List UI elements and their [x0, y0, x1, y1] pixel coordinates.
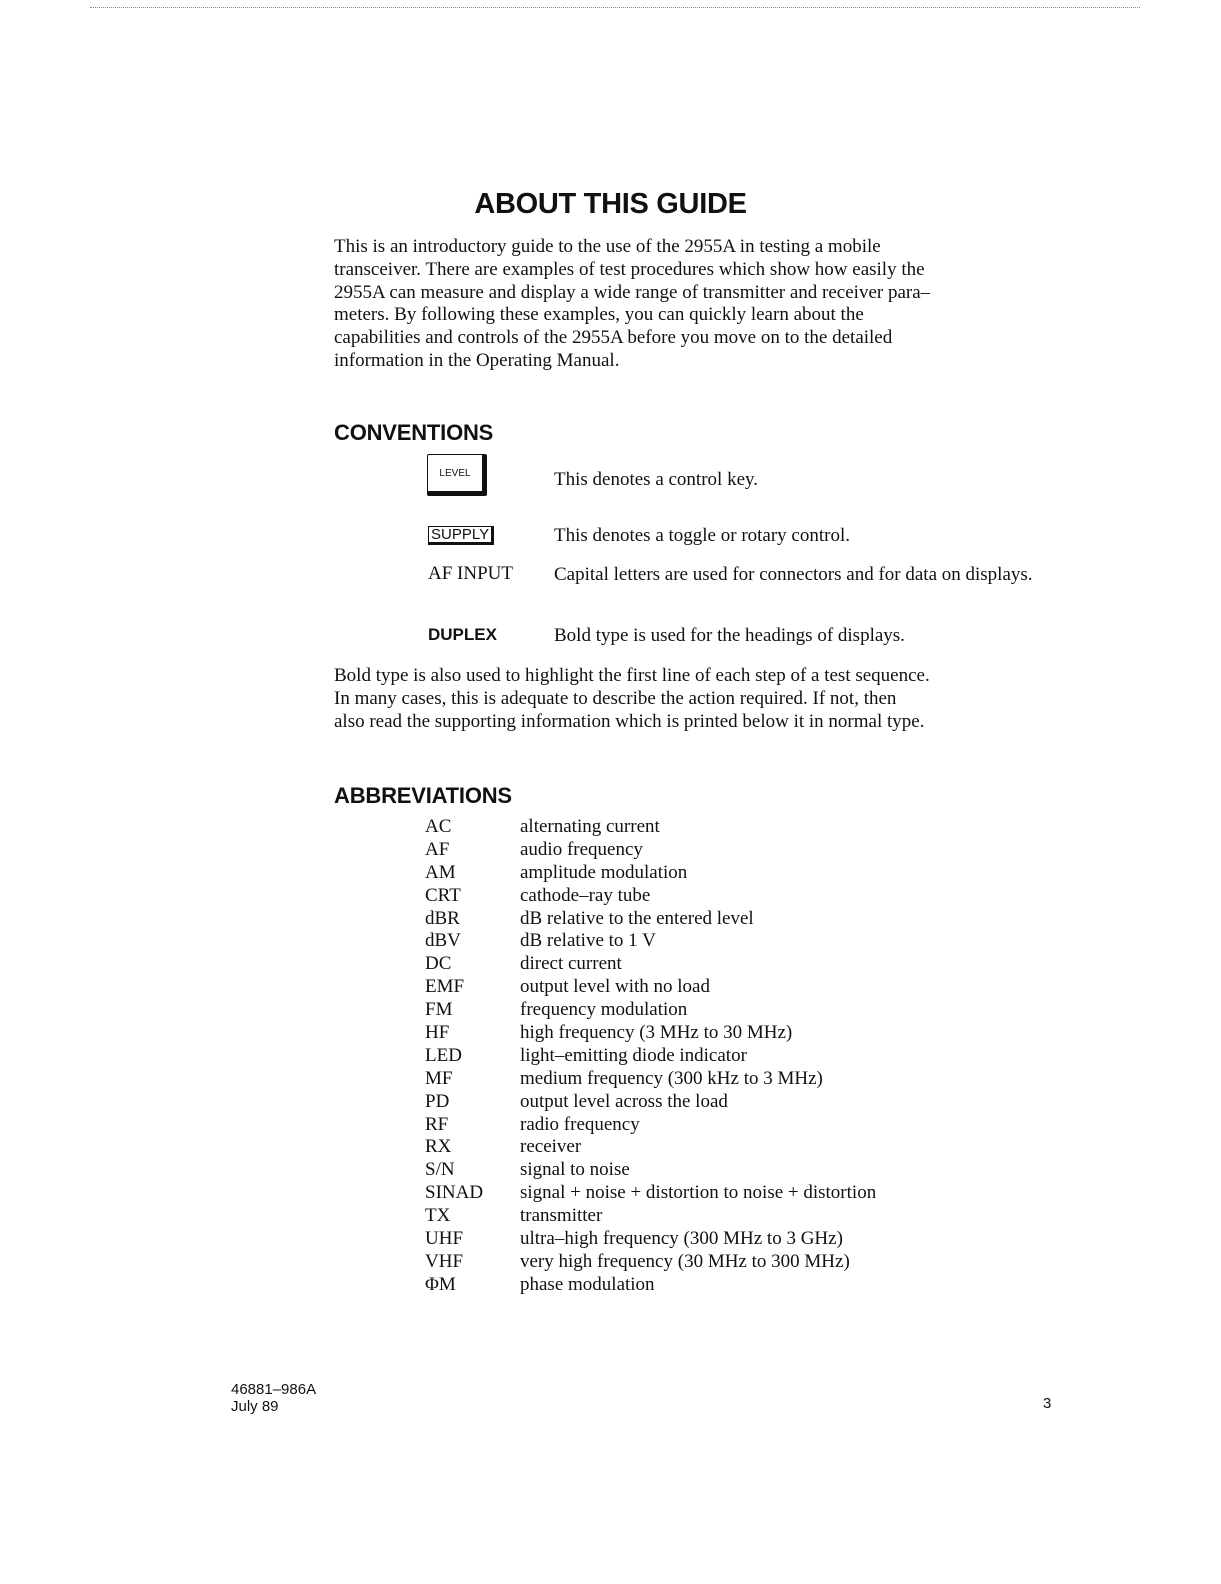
note-line: also read the supporting information which is printed below it in normal type.	[334, 710, 925, 732]
convention-description: This denotes a toggle or rotary control.	[554, 525, 851, 546]
abbreviation-row	[425, 976, 1025, 999]
abbreviation-code: DC	[425, 953, 452, 975]
supply-key-symbol: SUPPLY	[428, 526, 494, 545]
abbreviation-row	[425, 1228, 1025, 1251]
note-line: In many cases, this is adequate to describe the action required. If not, then	[334, 687, 897, 709]
abbreviation-meaning: output level with no load	[520, 976, 710, 998]
abbreviation-code: S/N	[425, 1159, 455, 1181]
intro-paragraph	[334, 236, 1064, 373]
abbreviation-code: CRT	[425, 884, 461, 906]
intro-line: 2955A can measure and display a wide range of transmitter and receiver para–	[334, 281, 931, 303]
abbreviation-code: AF	[425, 838, 450, 860]
abbreviation-meaning: medium frequency (300 kHz to 3 MHz)	[520, 1067, 823, 1089]
intro-line: This is an introductory guide to the use of the 2955A in testing a mobile	[334, 236, 881, 257]
abbreviation-row	[425, 953, 1025, 976]
abbreviation-row	[425, 1159, 1025, 1182]
abbreviation-row	[425, 1091, 1025, 1114]
abbreviation-row	[425, 1182, 1025, 1205]
abbreviations-heading: ABBREVIATIONS	[334, 783, 512, 808]
convention-description: Capital letters are used for connectors and for data on displays.	[554, 564, 1033, 585]
abbreviation-row	[425, 1114, 1025, 1137]
abbreviation-row	[425, 1022, 1025, 1045]
abbreviation-meaning: transmitter	[520, 1205, 603, 1227]
abbreviation-meaning: radio frequency	[520, 1113, 640, 1135]
abbreviation-meaning: phase modulation	[520, 1273, 655, 1295]
page-title: ABOUT THIS GUIDE	[474, 188, 747, 220]
conventions-note	[334, 665, 1064, 733]
abbreviation-code: EMF	[425, 976, 465, 998]
convention-description: Bold type is used for the headings of displays.	[554, 625, 905, 646]
abbreviation-code: UHF	[425, 1228, 464, 1250]
abbreviation-meaning: very high frequency (30 MHz to 300 MHz)	[520, 1250, 850, 1272]
document-code: 46881–986A	[231, 1381, 317, 1398]
intro-line: capabilities and controls of the 2955A before you move on to the detailed	[334, 327, 893, 349]
level-key-symbol: LEVEL	[427, 454, 487, 496]
abbreviation-code: AC	[425, 816, 452, 837]
abbreviation-row	[425, 1274, 1025, 1297]
abbreviation-row	[425, 1251, 1025, 1274]
abbreviation-code: PD	[425, 1090, 450, 1112]
note-line: Bold type is also used to highlight the first line of each step of a test sequence.	[334, 665, 930, 686]
abbreviation-row	[425, 1136, 1025, 1159]
abbreviation-row	[425, 1068, 1025, 1091]
abbreviation-code: MF	[425, 1067, 453, 1089]
abbreviation-meaning: signal to noise	[520, 1159, 630, 1181]
abbreviation-meaning: direct current	[520, 953, 622, 975]
abbreviation-code: RF	[425, 1113, 449, 1135]
abbreviation-code: AM	[425, 861, 456, 883]
convention-description: This denotes a control key.	[554, 469, 759, 490]
document-date: July 89	[231, 1398, 279, 1415]
abbreviation-code: dBV	[425, 930, 461, 952]
abbreviation-meaning: dB relative to the entered level	[520, 907, 754, 929]
abbreviation-meaning: signal + noise + distortion to noise + distortion	[520, 1182, 877, 1204]
abbreviation-meaning: cathode–ray tube	[520, 884, 651, 906]
abbreviation-row	[425, 1205, 1025, 1228]
abbreviation-code: LED	[425, 1044, 462, 1066]
abbreviation-meaning: high frequency (3 MHz to 30 MHz)	[520, 1022, 793, 1044]
abbreviation-row	[425, 862, 1025, 885]
abbreviation-row	[425, 816, 1025, 839]
page-number: 3	[1043, 1395, 1052, 1412]
abbreviation-row	[425, 930, 1025, 953]
abbreviation-meaning: ultra–high frequency (300 MHz to 3 GHz)	[520, 1228, 843, 1250]
abbreviation-code: SINAD	[425, 1182, 484, 1204]
abbreviation-row	[425, 839, 1025, 862]
abbreviation-meaning: alternating current	[520, 816, 660, 837]
conventions-heading: CONVENTIONS	[334, 420, 494, 445]
abbreviation-meaning: amplitude modulation	[520, 861, 688, 883]
abbreviation-code: VHF	[425, 1250, 464, 1272]
intro-line: meters. By following these examples, you can quickly learn about the	[334, 304, 864, 326]
abbreviations-list	[425, 816, 1025, 1297]
abbreviation-meaning: frequency modulation	[520, 999, 688, 1021]
abbreviation-row	[425, 1045, 1025, 1068]
abbreviation-code: HF	[425, 1022, 450, 1044]
duplex-symbol: DUPLEX	[428, 625, 497, 644]
abbreviation-meaning: dB relative to 1 V	[520, 930, 656, 952]
abbreviation-meaning: audio frequency	[520, 838, 643, 860]
abbreviation-code: FM	[425, 999, 453, 1021]
abbreviation-code: dBR	[425, 907, 460, 929]
af-input-symbol: AF INPUT	[428, 563, 513, 584]
top-dotted-rule	[90, 7, 1140, 8]
abbreviation-code: ΦM	[425, 1273, 456, 1295]
abbreviation-code: TX	[425, 1205, 451, 1227]
intro-line: transceiver. There are examples of test procedures which show how easily the	[334, 258, 925, 280]
abbreviation-meaning: receiver	[520, 1136, 582, 1158]
abbreviation-meaning: light–emitting diode indicator	[520, 1044, 747, 1066]
abbreviation-row	[425, 885, 1025, 908]
abbreviation-meaning: output level across the load	[520, 1090, 728, 1112]
intro-line: information in the Operating Manual.	[334, 349, 620, 371]
abbreviation-code: RX	[425, 1136, 452, 1158]
abbreviation-row	[425, 999, 1025, 1022]
abbreviation-row	[425, 908, 1025, 931]
